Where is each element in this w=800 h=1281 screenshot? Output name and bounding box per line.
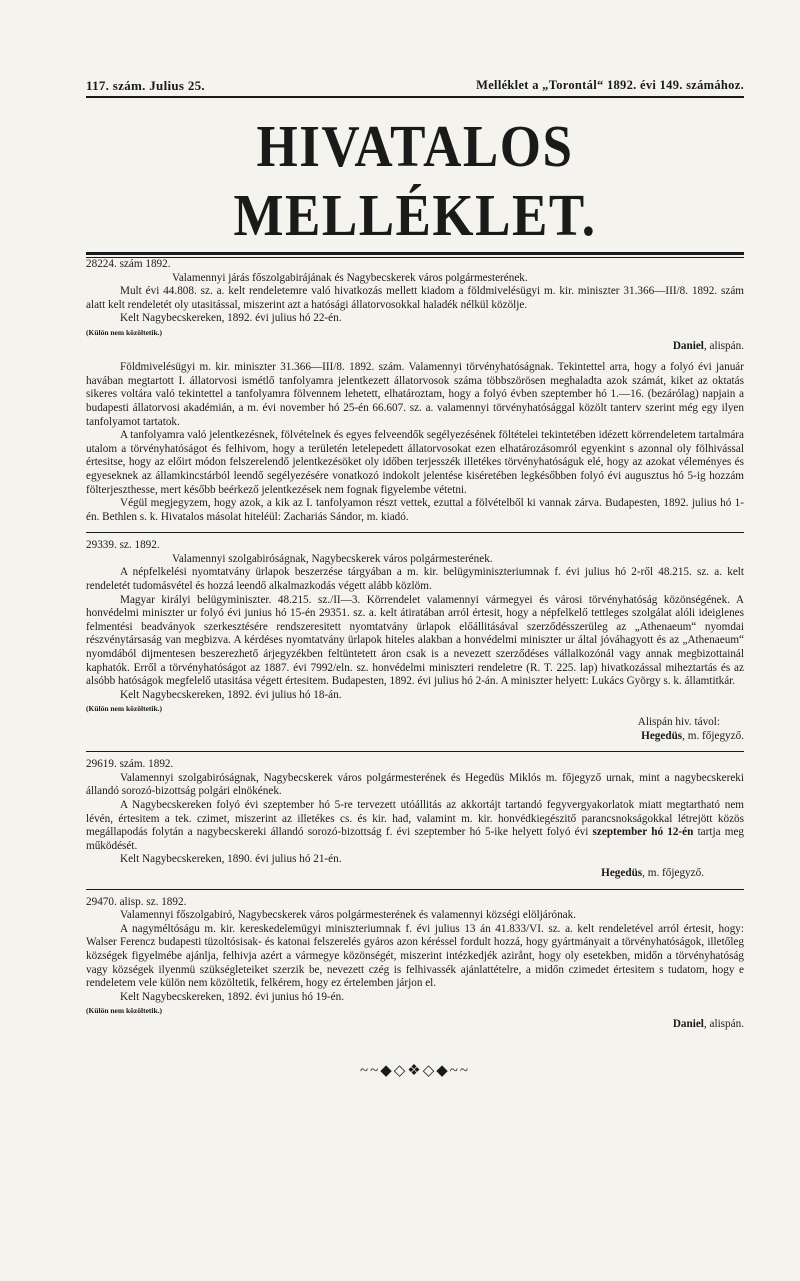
notice-body-3: A tanfolyamra való jelentkezésnek, fölvételnek és egyes felveendők segélyezésének föltételei tekintetében idézett körrendeletem tartalmára utalom a törvényhatóságot és felhivom, hogy a területén letelepedett állatorvosokat ezen elhatározásomról egyenkint s azonnal oly fölhivással értesitse, hogy az előirt módon felszerelendő jelentkezésöket oly időben terjesszék illetékes törvényhatóságuk elé, hogy az azokat véleményes és egyeseknek az államkincstárból leendő segélyezésére vonatkozó indokolt jelentése kiséretében legkésőbben folyó évi augusztus hó 5-ig hozzám fölterjeszthesse, mert később beérkező jelentkezések nem fognak figyelembe vétetni. — [86, 429, 744, 496]
notice-note: (Külön nem közöltetik.) — [86, 1006, 163, 1016]
masthead-title: HIVATALOS MELLÉKLET. — [233, 114, 597, 249]
signature-line-1: Alispán hiv. távol: — [637, 716, 720, 728]
header-line — [86, 78, 744, 98]
notice-body: A népfelkelési nyomtatvány ürlapok beszerzése tárgyában a m. kir. belügyminiszteriumnak f. évi julius hó 2-ről 48.215. sz. a. kelt rendeletét tudomásvétel és hozzá leendő alkalmazkodás végett alább közlöm. — [86, 566, 744, 593]
notice-number: 28224. szám 1892. — [86, 258, 171, 270]
notice-body-2: Földmivelésügyi m. kir. miniszter 31.366—III/8. 1892. szám. Valamennyi törvényhatóságnak. Tekintettel arra, hogy a folyó évi január havában megtartott I. állatorvosi ismétlő tanfolyamra jelentkezett állatorvosok száma többszörösen meghaladta azok számát, kiket az oktatás sikeres voltára való tekintettel a tanfolyamra fölvennem lehetett, elhatároztam, hogy a folyó évben szeptember hó 1.—16. (bezárólag) napjain a budapesti állatorvosi akadémián, a m. évi november hó 25-én 66.607. sz. a. valamennyi törvényhatósággal közölt tanterv szerint még egy ilyen tanfolyamot tartatok. — [86, 361, 744, 428]
supplement-note: Melléklet a „Torontál“ 1892. évi 149. számához. — [476, 78, 744, 92]
section-divider — [86, 889, 744, 890]
notice-dated: Kelt Nagybecskereken, 1892. évi junius hó 19-én. — [120, 990, 345, 1003]
signature-title: , m. főjegyző. — [682, 729, 744, 742]
notice-number: 29339. sz. 1892. — [86, 539, 160, 552]
notice-address: Valamennyi szolgabiróságnak, Nagybecskerek város polgármesterének. — [172, 552, 493, 565]
notice-note: (Külön nem közöltetik.) — [86, 704, 163, 714]
notice-body: A nagyméltóságu m. kir. kereskedelemügyi miniszteriumnak f. évi julius 13 án 41.833/VI. sz. a. kelt rendeletével arról értesit, hogy: Walser Ferencz budapesti tüzoltósisak- és katonai felszerelés gyáros azon kéréssel fordult hozzá, hogy gyártmányait a törvényhatóságok, illetőleg községek figyelmébe ajánlja, felhivja azért a vármegye közönségét, miszerint intézkedjék azirånt, hogy oly esetekben, midőn a törvényhatóság vagy községek ilyenmü szükségleteiket szerzik be, nevezett czég is felhivassék ajánlattételre, a midőn czimedet értesitem s tudatom, hogy e rendeletem vele külön nem közöltetik, felkérem, hogy ez értelemben járjon el. — [86, 922, 744, 990]
notice-29470 — [86, 896, 744, 1032]
notice-number: 29619. szám. 1892. — [86, 758, 174, 771]
notice-body-highlight: szeptember hó 12-én — [592, 826, 694, 839]
signature-title: , alispán. — [703, 1017, 744, 1030]
notice-body-4: Végül megjegyzem, hogy azok, a kik az I. tanfolyamon részt vettek, ezuttal a fölvételből ki vannak zárva. Budapesten, 1892. julius hó 1-én. Bethlen s. k. Hivatalos másolat hiteléül: Zachariás Sándor, m. kiadó. — [86, 497, 744, 523]
notice-signature — [86, 340, 744, 354]
notice-body-b: tartja meg működését. — [86, 826, 745, 852]
signature-name: Daniel — [672, 339, 704, 352]
notice-note: (Külön nem közöltetik.) — [86, 327, 163, 337]
issue-number: 117. szám. Julius 25. — [86, 78, 205, 93]
signature-title: , m. főjegyző. — [642, 866, 704, 879]
notice-signature — [86, 867, 704, 881]
notice-dated: Kelt Nagybecskereken, 1892. évi julius hó 18-án. — [120, 688, 342, 701]
ornament-icon: ~~◆◇❖◇◆~~ — [359, 1063, 471, 1080]
masthead-rule — [86, 252, 744, 255]
signature-title: , alispán. — [703, 339, 744, 352]
section-divider — [86, 532, 744, 533]
signature-name: Daniel — [672, 1017, 704, 1030]
notice-29339 — [86, 539, 744, 743]
notice-signature — [86, 730, 744, 744]
notice-address: Valamennyi szolgabiróságnak, Nagybecskerek város polgármesterének és Hegedüs Miklós m. főjegyző urnak, mint a nagybecskereki állandó sorozó-bizottság polgári elnökének. — [86, 771, 744, 798]
notice-signature — [86, 1018, 744, 1032]
notice-address: Valamennyi járás főszolgabirájának és Nagybecskerek város polgármesterének. — [172, 271, 528, 284]
notice-28224 — [86, 258, 744, 524]
notice-address: Valamennyi főszolgabiró, Nagybecskerek város polgármesterének és valamennyi községi elöljárónak. — [120, 909, 577, 922]
notice-body-2: Magyar királyi belügyminiszter. 48.215. sz./II—3. Körrendelet valamennyi vármegyei és városi törvényhatóság közönségének. A honvédelmi miniszter ur folyó évi junius hó 15-én 29351. sz. a. kelt átiratában arról értesit, hogy a népfelkelő tettleges szolgálat alóli ideiglenes felmentési beadványok szerkesztésére rendszeresitett nyomtatvány ürlapok előállitásával szerződésszerüleg az „Athenaeum“ nyomdai részvénytársaság van megbizva. A kérdéses nyomtatvány ürlapok hiteles alakban a honvédelmi miniszter ur által jóváhagyott és az „Athenaeum“ nyomdából dijmentesen beszerezhető árjegyzékben feltüntetett áron csak is a nevezett szerződéses vállalkozónál vagy annak megbizottainál kaphatók. Erről a törvényhatóságot az 1887. évi 7992/eln. sz. honvédelmi miniszteri rendeletre (R. T. 225. lap) hivatkozással miheztartás és az alsóbb hatóságok megfelelő utasitása végett értesitem. Budapesten, 1892. évi julius hó 2-án. A miniszter helyett: Lukács György s. k. államtitkár. — [86, 593, 744, 688]
notice-dated: Kelt Nagybecskereken, 1890. évi julius hó 21-én. — [120, 853, 342, 866]
notice-body-a: A Nagybecskereken folyó évi szeptember hó 5-re tervezett utóállitás az akkortájt tartandó fegyvergyakorlatok miatt megtartható nem lévén, értesitem a tek. czimet, miszerint az illetékes cs. és kir. had, valamint m. kir. honvédkiegészitő parancsnokságokkal létrejött közös megállapodás folytán a nagybecskereki állandó sorozó-bizottság f. évi szeptember hó 5-ike helyett folyó évi — [86, 798, 744, 839]
notice-body: Mult évi 44.808. sz. a. kelt rendeletemre való hivatkozás mellett kiadom a földmivelésügyi m. kir. miniszter 31.366—III/8. 1892. szám alatt kelt rendeletét oly utasitással, miszerint azt a hatósági állatorvosokkal haladék nélkül közölje. — [86, 285, 744, 311]
notice-body — [86, 799, 744, 853]
notice-29619 — [86, 758, 744, 880]
signature-name: Hegedüs — [601, 866, 643, 879]
signature-name: Hegedüs — [641, 729, 683, 742]
notice-dated: Kelt Nagybecskereken, 1892. évi julius hó 22-én. — [120, 312, 342, 325]
section-divider — [86, 751, 744, 752]
notice-number: 29470. alisp. sz. 1892. — [86, 895, 187, 908]
